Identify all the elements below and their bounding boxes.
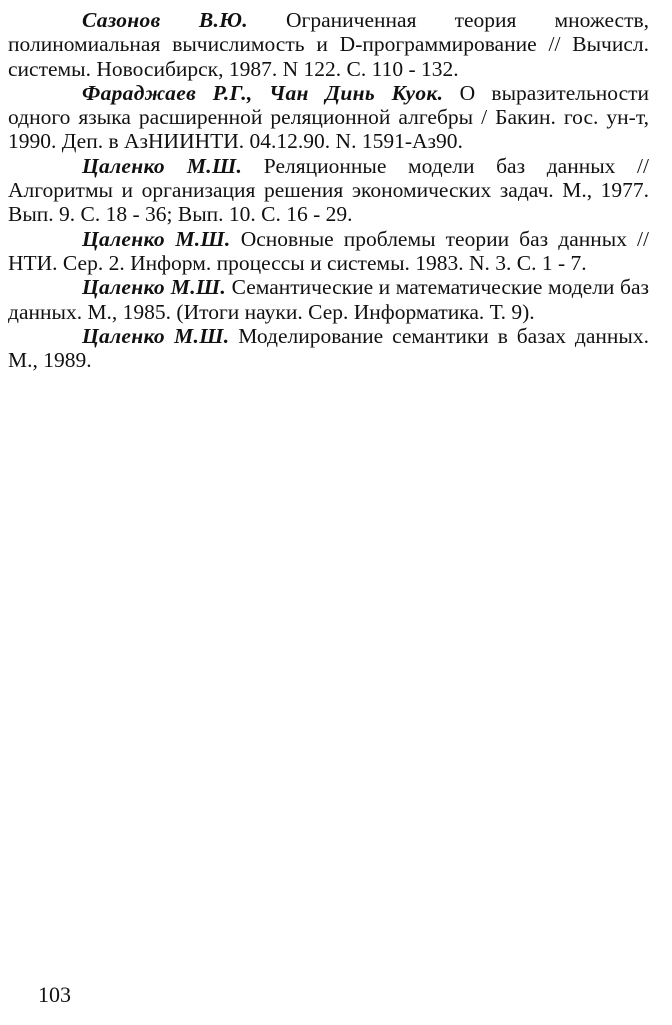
- reference-author: Цаленко М.Ш.: [82, 323, 230, 348]
- reference-author: Сазонов В.Ю.: [82, 8, 248, 32]
- page-number: 103: [38, 982, 71, 1007]
- reference-item: [8, 8, 649, 81]
- reference-text: Реляционные модели баз данных // Алгоритмы и организация решения экономических задач. М., 1977. Вып. 9. С. 18 - 36; Вып. 10. С. 16 - 29.: [8, 153, 649, 227]
- reference-item: [8, 227, 649, 276]
- reference-item: [8, 81, 649, 154]
- reference-text: О выразительности одного языка расширенной реляционной алгебры / Бакин. гос. ун-т, 1990. Деп. в АзНИИНТИ. 04.12.90. N. 1591-Аз90.: [8, 80, 650, 154]
- reference-item: [8, 154, 649, 227]
- reference-author: Фараджаев Р.Г., Чан Динь Куок.: [82, 80, 444, 105]
- reference-text: Моделирование семантики в базах данных. М., 1989.: [8, 323, 649, 373]
- reference-text: Ограниченная теория множеств, полиномиальная вычислимость и D-программирование // Вычисл. системы. Новосибирск, 1987. N 122. С. 110 - 132.: [8, 8, 649, 81]
- reference-author: Цаленко М.Ш.: [82, 226, 231, 251]
- reference-item: [8, 275, 649, 324]
- reference-author: Цаленко М.Ш.: [82, 275, 227, 300]
- reference-author: Цаленко М.Ш.: [82, 153, 243, 178]
- reference-text: Семантические и математические модели баз данных. М., 1985. (Итоги науки. Сер. Информатика. Т. 9).: [8, 275, 649, 324]
- reference-list: [8, 8, 649, 372]
- reference-item: [8, 324, 649, 373]
- reference-text: Основные проблемы теории баз данных // НТИ. Сер. 2. Информ. процессы и системы. 1983. N. 3. С. 1 - 7.: [8, 226, 650, 275]
